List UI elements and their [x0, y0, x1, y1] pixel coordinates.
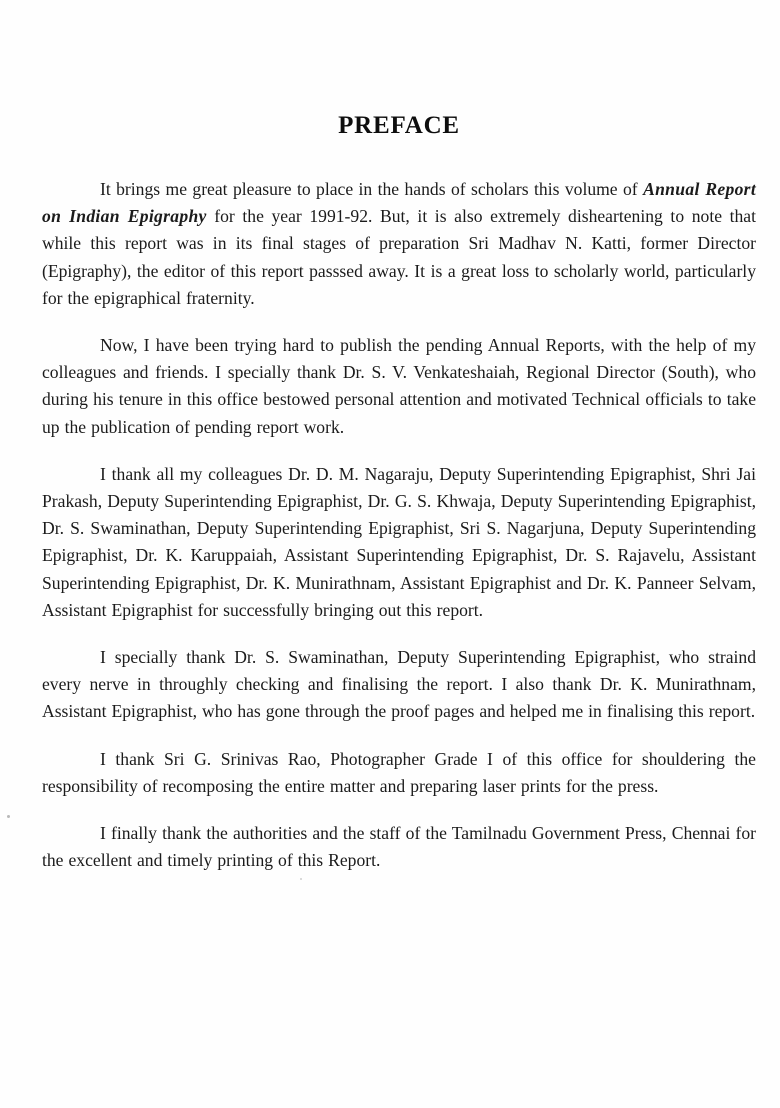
paragraph	[42, 176, 756, 312]
paragraph-text: for the year 1991-92. But, it is also extremely disheartening to note that while this report was in its final stages of preparation Sri Madhav N. Katti, former Director (Epigraphy), the editor of this report passsed away. It is a great loss to scholarly world, particularly for the epigraphical fraternity.	[42, 206, 757, 308]
paragraph	[42, 746, 756, 800]
work-title-emphasis: Annual Report on Indian Epigraphy	[42, 179, 757, 227]
paragraph	[42, 820, 756, 874]
paragraph	[42, 461, 756, 624]
paragraph-text: I finally thank the authorities and the staff of the Tamilnadu Government Press, Chennai for the excellent and timely printing of this Report.	[42, 823, 756, 871]
scan-artifact-speck-secondary	[300, 878, 302, 880]
paragraph-text: I thank all my colleagues Dr. D. M. Nagaraju, Deputy Superintending Epigraphist, Shri Jai Prakash, Deputy Superintending Epigraphist, Dr. G. S. Khwaja, Deputy Superintending Epigraphist, Dr. S. Swaminathan, Deputy Superintending Epigraphist, Sri S. Nagarjuna, Deputy Superintending Epigraphist, Dr. K. Karuppaiah, Assistant Superintending Epigraphist, Dr. S. Rajavelu, Assistant Superintending Epigraphist, Dr. K. Munirathnam, Assistant Epigraphist and Dr. K. Panneer Selvam, Assistant Epigraphist for successfully bringing out this report.	[42, 463, 756, 620]
paragraph-text: Now, I have been trying hard to publish the pending Annual Reports, with the help of my colleagues and friends. I specially thank Dr. S. V. Venkateshaiah, Regional Director (South), who during his tenure in this office bestowed personal attention and motivated Technical officials to take up the publication of pending report work.	[42, 335, 756, 437]
page-title: PREFACE	[338, 112, 460, 139]
paragraph	[42, 644, 756, 726]
preface-body	[42, 176, 756, 874]
page-content	[42, 0, 756, 874]
paragraph-text: I thank Sri G. Srinivas Rao, Photographer Grade I of this office for shouldering the responsibility of recomposing the entire matter and preparing laser prints for the press.	[42, 748, 756, 796]
paragraph	[42, 332, 756, 441]
paragraph-text: It brings me great pleasure to place in the hands of scholars this volume of	[100, 179, 644, 199]
scan-artifact-speck	[7, 815, 10, 818]
paragraph-text: I specially thank Dr. S. Swaminathan, Deputy Superintending Epigraphist, who straind every nerve in throughly checking and finalising the report. I also thank Dr. K. Munirathnam, Assistant Epigraphist, who has gone through the proof pages and helped me in finalising this report.	[42, 647, 756, 722]
